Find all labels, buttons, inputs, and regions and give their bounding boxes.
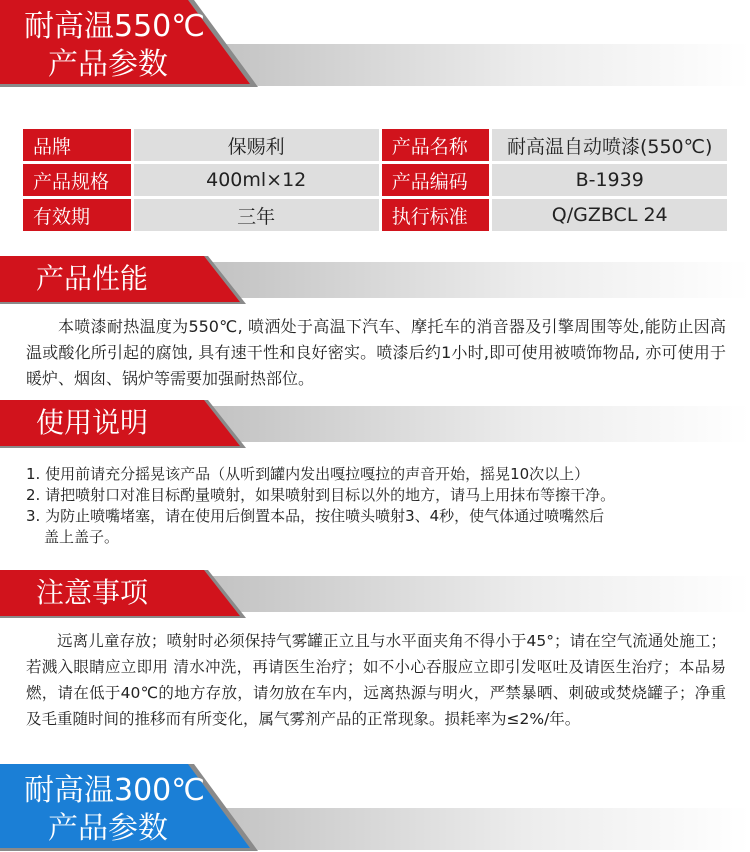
spec-value: 保赐利 xyxy=(134,129,379,161)
list-item xyxy=(26,464,726,485)
table-row xyxy=(23,199,727,231)
section-title-line2: 产品参数 xyxy=(48,811,168,846)
usage-step-text: 2. 请把喷射口对准目标酌量喷射，如果喷射到目标以外的地方，请马上用抹布等擦干净。 xyxy=(26,486,616,504)
section-title-line2: 产品参数 xyxy=(48,47,168,82)
section-title: 使用说明 xyxy=(36,406,149,439)
table-row xyxy=(23,129,727,161)
spec-label: 产品名称 xyxy=(382,129,490,161)
spec-value: 400ml×12 xyxy=(134,164,379,196)
spec-value: 耐高温自动喷漆(550℃) xyxy=(492,129,727,161)
section-title: 产品性能 xyxy=(36,262,149,295)
usage-list xyxy=(26,464,726,548)
spec-value: 三年 xyxy=(134,199,379,231)
section-title-line1: 耐高温550℃ xyxy=(24,9,205,44)
section-title: 注意事项 xyxy=(36,576,149,609)
usage-step-continuation: 盖上盖子。 xyxy=(44,528,120,546)
section-header-550 xyxy=(0,0,750,87)
performance-text: 本喷漆耐热温度为550℃, 喷洒处于高温下汽车、摩托车的消音器及引擎周围等处,能防止因高温或酸化所引起的腐蚀, 具有速干性和良好密实。喷漆后约1小时,即可使用被喷饰物品, 亦可使用于暖炉、烟囱、锅炉等需要加强耐热部位。 xyxy=(26,317,726,388)
usage-step-text: 3. 为防止喷嘴堵塞，请在使用后倒置本品，按住喷头喷射3、4秒，使气体通过喷嘴然后 xyxy=(26,507,605,525)
table-row xyxy=(23,164,727,196)
spec-label: 产品规格 xyxy=(23,164,131,196)
spec-label: 品牌 xyxy=(23,129,131,161)
section-header-performance xyxy=(0,256,750,304)
spec-label: 产品编码 xyxy=(382,164,490,196)
notice-text: 远离儿童存放；喷射时必须保持气雾罐正立且与水平面夹角不得小于45°；请在空气流通处施工；若溅入眼睛应立即用 清水冲洗，再请医生治疗；如不小心吞服应立即引发呕吐及请医生治疗；本品易燃，请在低于40℃的地方存放，请勿放在车内，远离热源与明火，严禁暴晒、刺破或焚烧罐子；净重及毛重随时间的推移而有所变化，属气雾剂产品的正常现象。损耗率为≤2%/年。 xyxy=(26,632,726,728)
section-title-line1: 耐高温300℃ xyxy=(24,773,205,808)
list-item xyxy=(26,485,726,506)
usage-step-text: 1. 使用前请充分摇晃该产品（从听到罐内发出嘎拉嘎拉的声音开始，摇晃10次以上） xyxy=(26,465,590,483)
section-header-notice xyxy=(0,570,750,618)
spec-label: 有效期 xyxy=(23,199,131,231)
spec-label: 执行标准 xyxy=(382,199,490,231)
list-item xyxy=(26,506,726,548)
section-header-300 xyxy=(0,764,750,851)
spec-table xyxy=(20,126,730,234)
section-header-usage xyxy=(0,400,750,448)
spec-value: B-1939 xyxy=(492,164,727,196)
spec-value: Q/GZBCL 24 xyxy=(492,199,727,231)
